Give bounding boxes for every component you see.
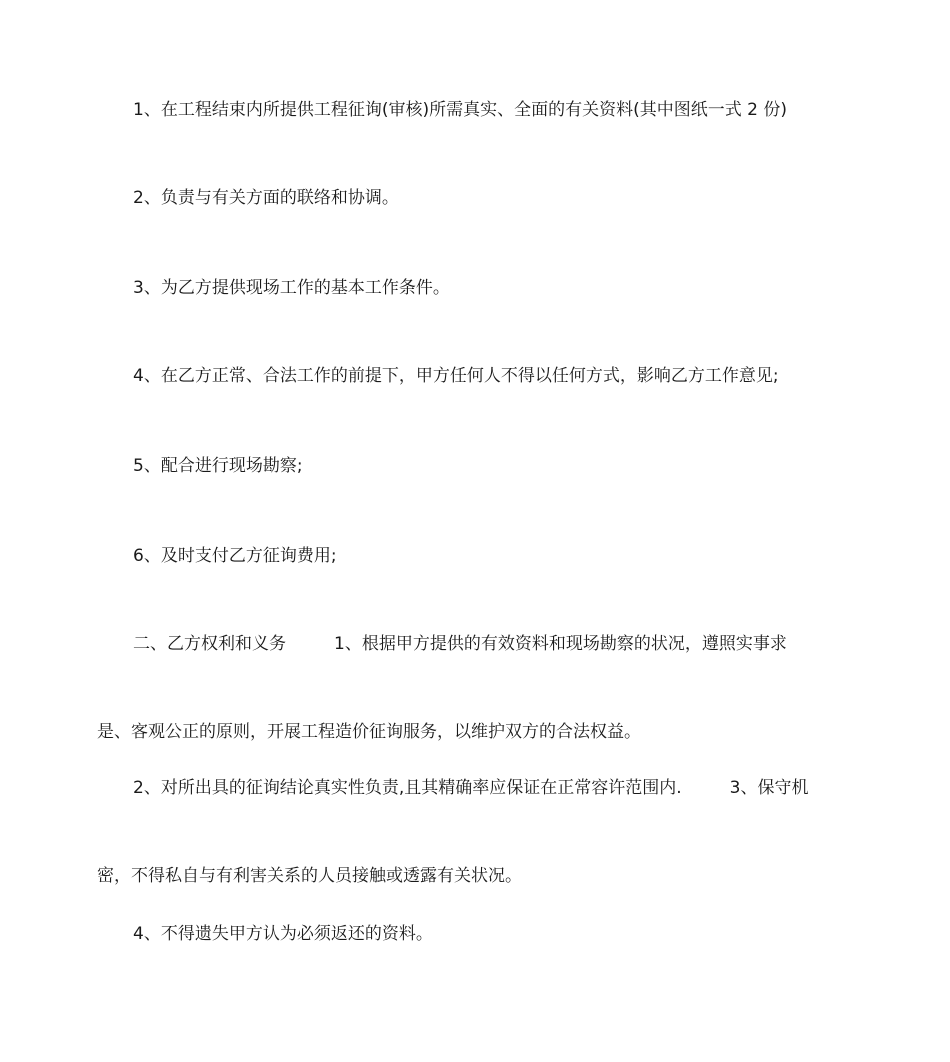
section-2-line-1 — [97, 600, 857, 688]
section-2-item-3-line-2: 密，不得私自与有利害关系的人员接触或透露有关状况。 — [97, 866, 522, 886]
paragraph-item-4 — [97, 332, 857, 420]
section-2-item-2: 2、对所出具的征询结论真实性负责,且其精确率应保证在正常容许范围内. — [133, 778, 682, 798]
paragraph-item-5 — [97, 422, 857, 510]
paragraph-item-2 — [97, 154, 857, 242]
section-2-line-3 — [97, 744, 857, 832]
paragraph-item-1 — [97, 66, 857, 154]
section-2-heading: 二、乙方权利和义务 — [133, 634, 286, 654]
item-2-text: 2、负责与有关方面的联络和协调。 — [133, 188, 399, 208]
section-2-item-1-line-1: 1、根据甲方提供的有效资料和现场勘察的状况，遵照实事求 — [334, 634, 787, 654]
item-1-text: 1、在工程结束内所提供工程征询(审核)所需真实、全面的有关资料(其中图纸一式 2 份) — [133, 100, 787, 120]
item-4-text: 4、在乙方正常、合法工作的前提下，甲方任何人不得以任何方式，影响乙方工作意见; — [133, 366, 779, 386]
section-2-item-4: 4、不得遗失甲方认为必须返还的资料。 — [133, 924, 433, 944]
section-2-item-4-paragraph — [97, 890, 857, 978]
section-2-item-3-line-1: 3、保守机 — [729, 778, 809, 798]
item-3-text: 3、为乙方提供现场工作的基本工作条件。 — [133, 278, 450, 298]
paragraph-item-3 — [97, 244, 857, 332]
item-5-text: 5、配合进行现场勘察; — [133, 456, 303, 476]
section-2-item-1-line-2: 是、客观公正的原则，开展工程造价征询服务，以维护双方的合法权益。 — [97, 722, 641, 742]
item-6-text: 6、及时支付乙方征询费用; — [133, 546, 337, 566]
paragraph-item-6 — [97, 512, 857, 600]
